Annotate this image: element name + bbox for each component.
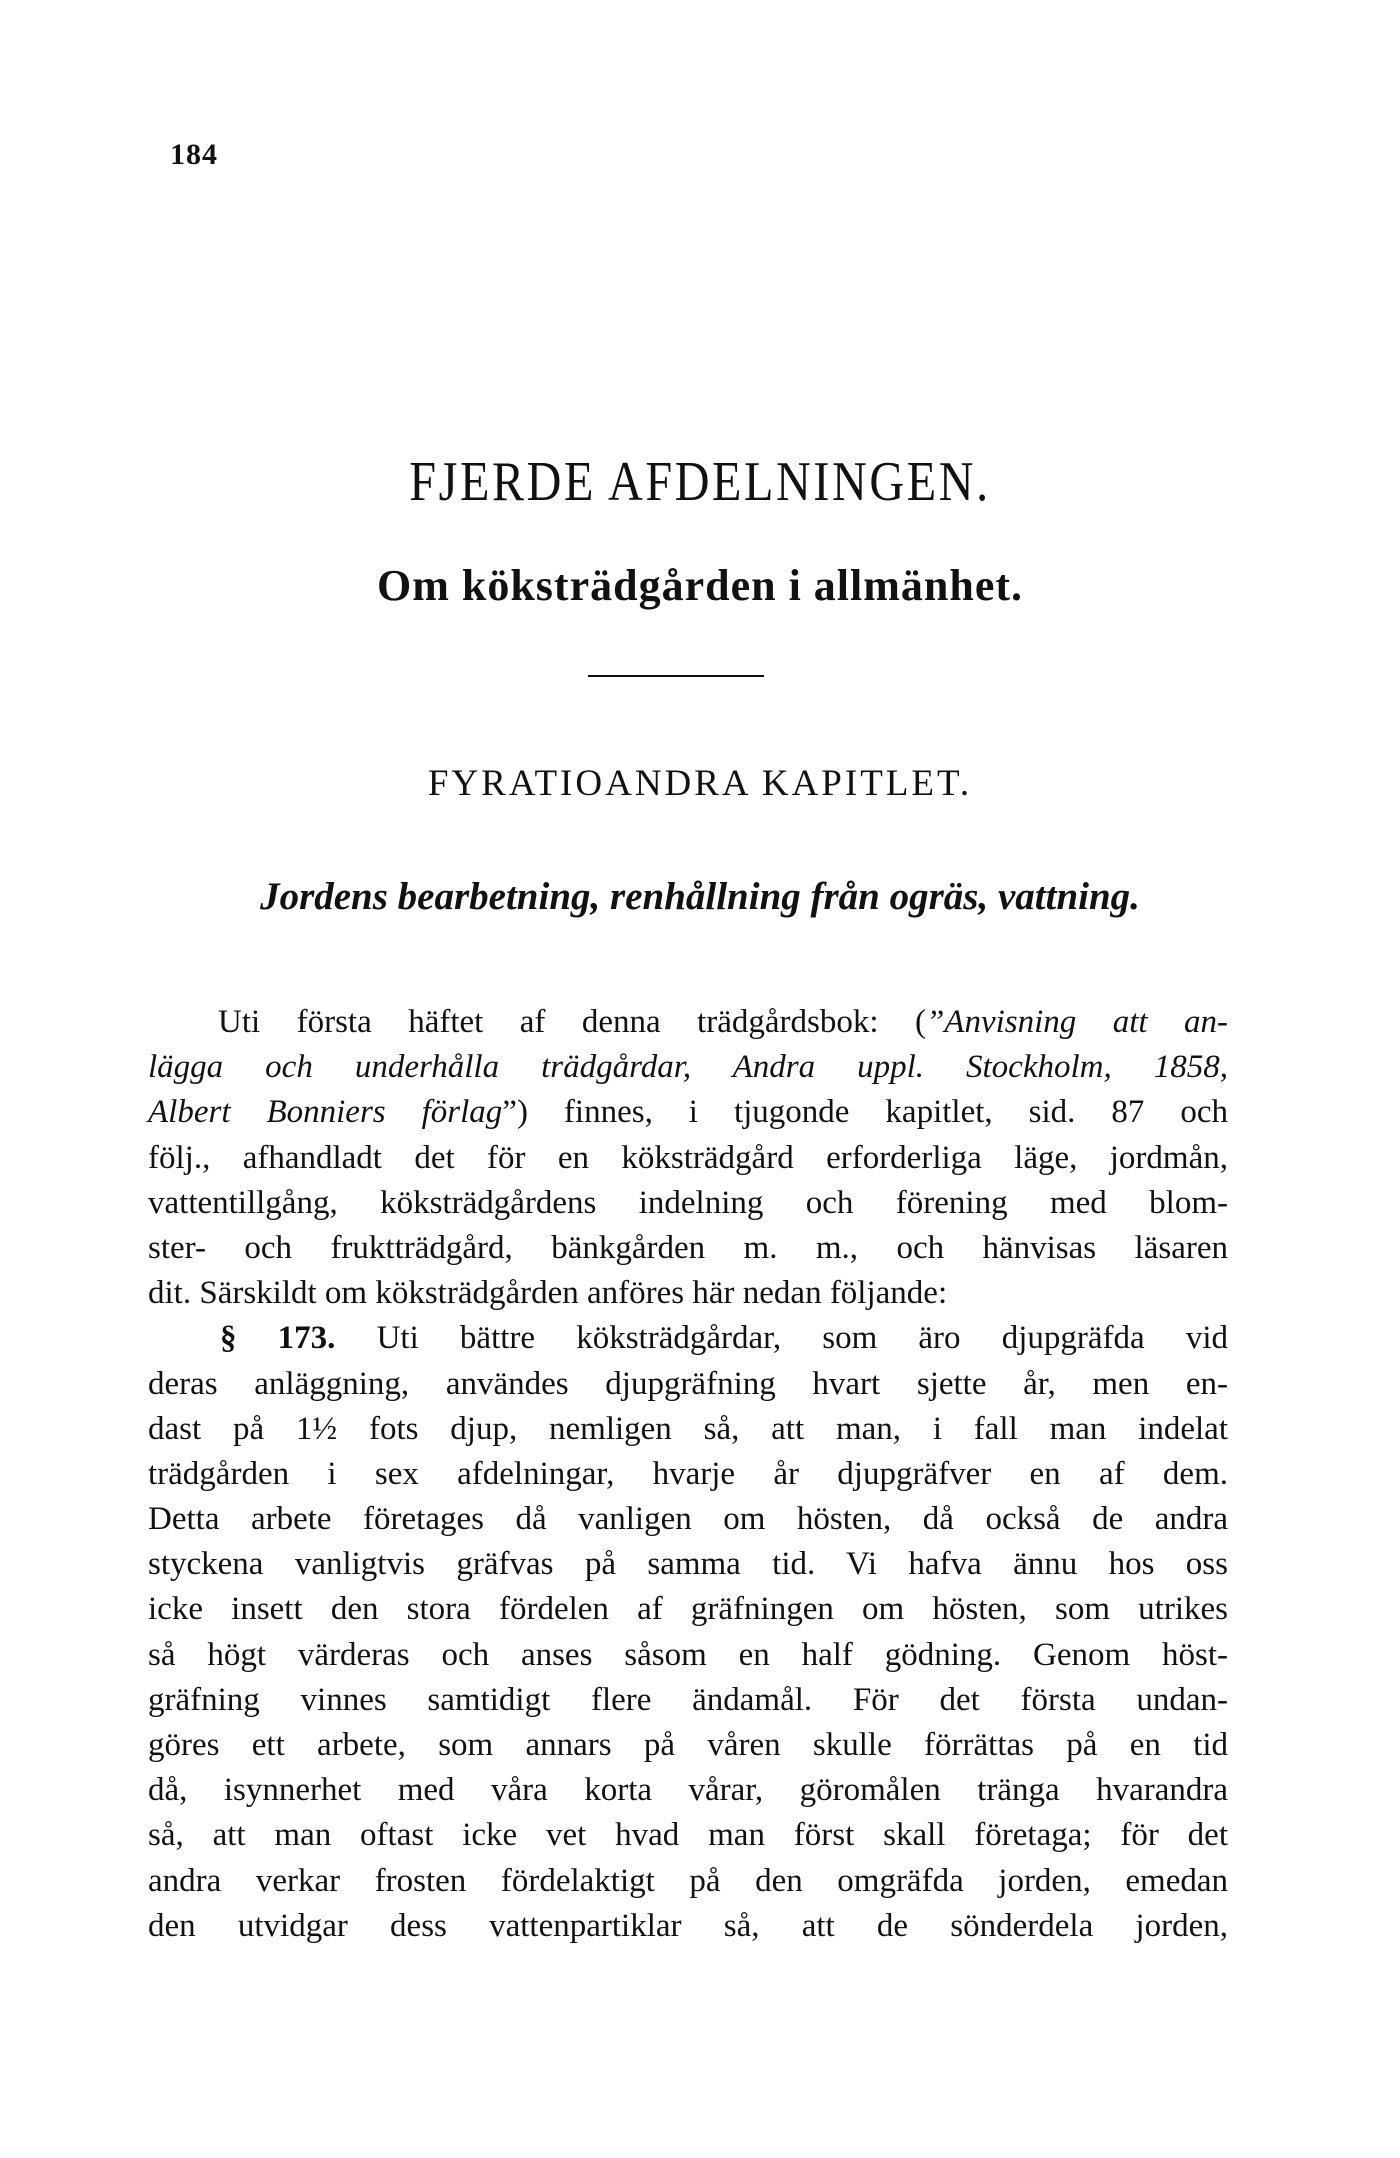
text-line: trädgården i sex afdelningar, hvarje år djupgräfver en af dem. [148, 1455, 1228, 1492]
division-subtitle: Om köksträdgården i allmänhet. [376, 561, 1024, 610]
text-line: gräfning vinnes samtidigt flere ändamål. För det första undan- [148, 1681, 1228, 1718]
text-line: lägga och underhålla trädgårdar, Andra uppl. Stockholm, 1858, [148, 1049, 1228, 1086]
text-line: ster- och fruktträdgård, bänkgården m. m., och hänvisas läsaren [148, 1229, 1228, 1266]
text-span: ”) finnes, i tjugonde kapitlet, sid. 87 och [502, 1094, 1228, 1131]
chapter-subtitle: Jordens bearbetning, renhållning från ogräs, vattning. [260, 875, 1140, 918]
publisher-italic: Albert Bonniers förlag [148, 1094, 503, 1131]
text-line: deras anläggning, användes djupgräfning hvart sjette år, men en- [148, 1365, 1228, 1402]
text-line [148, 1316, 1228, 1361]
text-line: den utvidgar dess vattenpartiklar så, att de sönderdela jorden, [148, 1907, 1228, 1944]
text-line [148, 1000, 1228, 1045]
text-line: Detta arbete företages då vanligen om hösten, då också de andra [148, 1501, 1228, 1538]
text-line: följ., afhandladt det för en köksträdgård erforderliga läge, jordmån, [148, 1139, 1228, 1176]
section-divider-rule [588, 675, 764, 677]
text-line: dast på 1½ fots djup, nemligen så, att man, i fall man indelat [148, 1410, 1228, 1447]
text-line: då, isynnerhet med våra korta vårar, göromålen tränga hvarandra [148, 1772, 1228, 1809]
text-line [148, 1090, 1228, 1135]
text-line: dit. Särskildt om köksträdgården anföres här nedan följande: [148, 1275, 948, 1312]
text-line: icke insett den stora fördelen af gräfningen om hösten, som utrikes [148, 1591, 1228, 1628]
text-line: så högt värderas och anses såsom en half gödning. Genom höst- [148, 1636, 1228, 1673]
text-line: vattentillgång, köksträdgårdens indelning och förening med blom- [148, 1184, 1228, 1221]
body-text [148, 1000, 1228, 1949]
chapter-title: FYRATIOANDRA KAPITLET. [427, 763, 973, 804]
division-title: FJERDE AFDELNINGEN. [409, 451, 991, 513]
page-number: 184 [170, 138, 218, 171]
text-line: styckena vanligtvis gräfvas på samma tid. Vi hafva ännu hos oss [148, 1546, 1228, 1583]
section-number: § 173. [220, 1320, 336, 1357]
book-title-italic: ”Anvisning att an- [925, 1004, 1228, 1040]
text-line: göres ett arbete, som annars på våren skulle förrättas på en tid [148, 1727, 1228, 1763]
text-span: Uti första häftet af denna trädgårdsbok: ( [218, 1004, 926, 1040]
text-span: Uti bättre köksträdgårdar, som äro djupgräfda vid [335, 1320, 1228, 1357]
text-line: så, att man oftast icke vet hvad man först skall företaga; för det [148, 1817, 1228, 1854]
text-line: andra verkar frosten fördelaktigt på den omgräfda jorden, emedan [148, 1862, 1228, 1899]
